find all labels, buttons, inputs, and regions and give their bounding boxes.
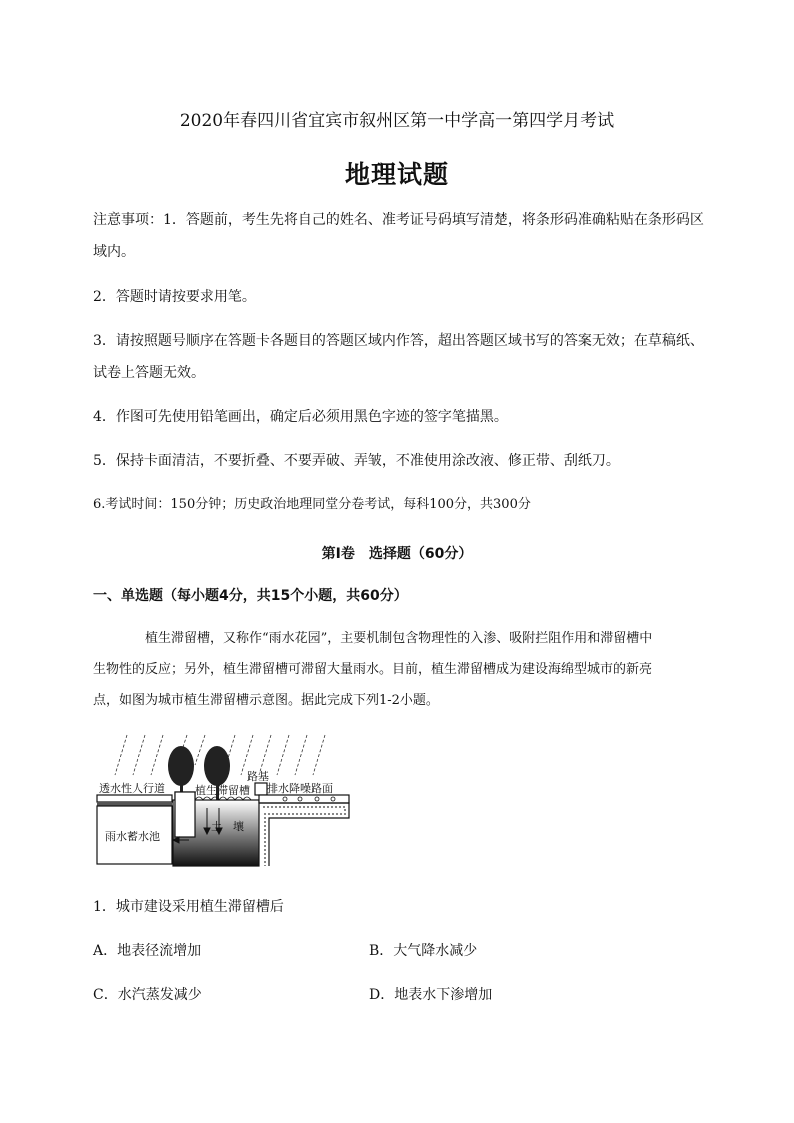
- subject-title: 地理试题: [344, 160, 449, 189]
- note-line-1b: 域内。: [93, 244, 135, 260]
- note-line-6: 6.考试时间：150分钟；历史政治地理同堂分卷考试，每科100分，共300分: [93, 497, 531, 512]
- part-heading: 一、单选题（每小题4分，共15个小题，共60分）: [93, 588, 408, 604]
- passage-line-2: 生物性的反应；另外，植生滞留槽可滞留大量雨水。目前，植生滞留槽成为建设海绵型城市的新亮: [93, 662, 653, 677]
- option-d[interactable]: D．地表水下渗增加: [369, 987, 493, 1003]
- note-line-2: 2．答题时请按要求用笔。: [93, 289, 256, 305]
- exam-title: 2020年春四川省宜宾市叙州区第一中学高一第四学月考试: [179, 111, 615, 131]
- section-title: 第I卷 选择题（60分）: [321, 546, 473, 562]
- label-tank: 雨水蓄水池: [105, 830, 160, 843]
- road-surface: [259, 795, 349, 803]
- note-line-1: 注意事项：1．答题前，考生先将自己的姓名、准考证号码填写清楚，将条形码准确粘贴在条形码区: [93, 212, 704, 228]
- option-b[interactable]: B．大气降水减少: [369, 943, 478, 959]
- label-sidewalk: 透水性人行道: [99, 782, 165, 795]
- passage-line-1: 植生滞留槽，又称作“雨水花园”，主要机制包含物理性的入渗、吸附拦阻作用和滞留槽中: [145, 631, 653, 646]
- note-line-3: 3．请按照题号顺序在答题卡各题目的答题区域内作答，超出答题区域书写的答案无效；在草稿纸、: [93, 333, 704, 349]
- roadbed-block: [255, 783, 267, 795]
- label-trough: 植生滞留槽: [195, 784, 250, 797]
- passage-line-3: 点，如图为城市植生滞留槽示意图。据此完成下列1-2小题。: [93, 693, 439, 708]
- note-line-4: 4．作图可先使用铅笔画出，确定后必须用黑色字迹的签字笔描黑。: [93, 409, 508, 425]
- label-soil: 土 壤: [211, 820, 244, 833]
- bioretention-diagram: [95, 730, 350, 870]
- option-c[interactable]: C．水汽蒸发减少: [93, 987, 202, 1003]
- note-line-3b: 试卷上答题无效。: [93, 365, 205, 381]
- note-line-5: 5．保持卡面清洁，不要折叠、不要弄破、弄皱，不准使用涂改液、修正带、刮纸刀。: [93, 453, 620, 469]
- label-roadbed: 路基: [247, 770, 269, 783]
- question-1-stem: 1．城市建设采用植生滞留槽后: [93, 899, 284, 915]
- option-a[interactable]: A．地表径流增加: [93, 943, 202, 959]
- label-road: 排水降噪路面: [267, 782, 333, 795]
- sidewalk-surface: [97, 795, 172, 802]
